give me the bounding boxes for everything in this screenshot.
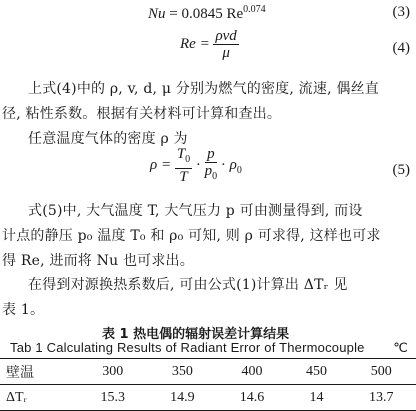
eq4-lhs: Re = <box>180 35 210 52</box>
table-cell: 15.3 <box>78 385 148 411</box>
results-table <box>0 358 416 411</box>
eq3-lhs: Nu <box>148 6 166 22</box>
paragraph-3-line-3: 得 Re, 进而将 Nu 也可求出。 <box>2 253 194 269</box>
equation-4-number: (4) <box>392 40 410 56</box>
table-cell: 14 <box>287 385 347 411</box>
eq5-f1-numerator-sub: 0 <box>185 154 191 165</box>
eq5-dot-2: · <box>220 156 226 173</box>
table-cell: 300 <box>78 359 148 385</box>
table-cell: 14.9 <box>148 385 218 411</box>
table-cell: 13.7 <box>346 385 416 411</box>
paragraph-2-line-1: 任意温度气体的密度 ρ 为 <box>28 131 188 147</box>
table-row <box>0 385 416 411</box>
eq5-tail: ρ <box>229 156 237 173</box>
eq5-f2-denominator-sub: 0 <box>212 171 218 182</box>
paragraph-4-line-2: 表 1。 <box>2 302 45 318</box>
equation-3 <box>148 4 266 23</box>
table-caption-en: Tab 1 Calculating Results of Radiant Error of Thermocouple <box>10 340 365 355</box>
table-cell: 450 <box>287 359 347 385</box>
paragraph-1-line-2: 径, 粘性系数。根据有关材料可计算和查出。 <box>2 106 282 122</box>
equation-5-number: (5) <box>392 162 410 178</box>
paragraph-1-line-1: 上式(4)中的 ρ, v, d, μ 分别为燃气的密度, 流速, 偶丝直 <box>28 81 379 97</box>
table-cell: 350 <box>148 359 218 385</box>
table-cell: 14.6 <box>217 385 287 411</box>
equation-5 <box>150 146 242 185</box>
paragraph-3-line-1: 式(5)中, 大气温度 T, 大气压力 p 可由测量得到, 而设 <box>28 203 363 219</box>
table-unit: ℃ <box>393 340 408 355</box>
eq4-numerator: ρvd <box>215 28 237 44</box>
table-cell: 壁温 <box>0 359 78 385</box>
equation-3-number: (3) <box>392 4 410 20</box>
eq5-f1-denominator: T <box>179 169 188 185</box>
table-row <box>0 359 416 385</box>
paragraph-4-line-1: 在得到对源换热系数后, 可由公式(1)计算出 ΔTᵣ 见 <box>28 277 348 293</box>
table-cell: 400 <box>217 359 287 385</box>
table-caption-zh: 表 1 热电偶的辐射误差计算结果 <box>102 327 290 342</box>
eq5-f2-numerator: p <box>205 146 218 163</box>
paragraph-3-line-2: 计点的静压 p₀ 温度 T₀ 和 ρ₀ 可知, 则 ρ 可求得, 这样也可求 <box>2 228 381 244</box>
eq4-fraction <box>213 28 238 61</box>
equation-4 <box>180 28 239 61</box>
table-cell: 500 <box>346 359 416 385</box>
eq5-fraction-1 <box>175 146 192 185</box>
eq5-fraction-2 <box>205 146 218 185</box>
eq5-tail-sub: 0 <box>236 164 242 176</box>
eq5-lhs: ρ = <box>150 156 172 173</box>
eq3-rhs: = 0.0845 Re <box>169 6 244 22</box>
eq5-dot-1: · <box>195 156 201 173</box>
table-cell: ΔTᵣ <box>0 385 78 411</box>
eq3-exponent: 0.074 <box>243 4 266 15</box>
eq4-denominator: μ <box>222 45 230 61</box>
eq5-f1-numerator: T <box>176 146 186 162</box>
eq5-f2-denominator: p <box>204 163 213 179</box>
